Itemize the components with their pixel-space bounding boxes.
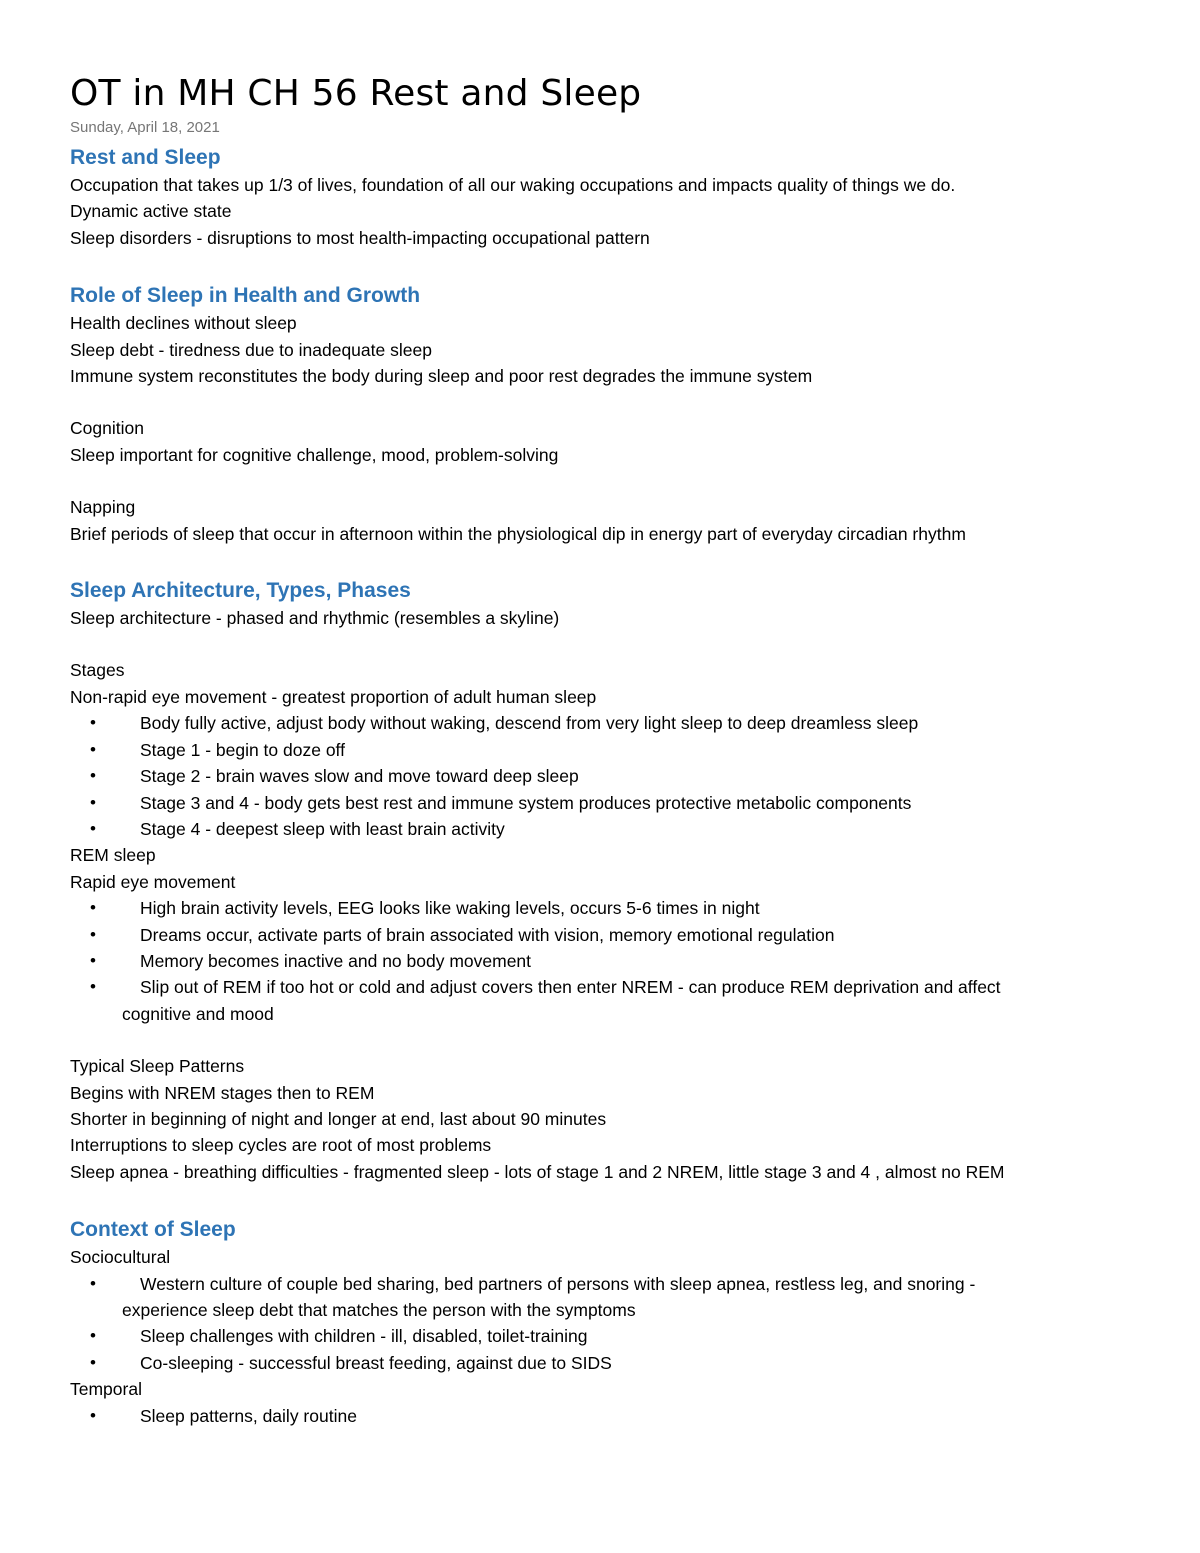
list-item-text: High brain activity levels, EEG looks like waking levels, occurs 5-6 times in night bbox=[140, 898, 760, 919]
text-line: Health declines without sleep bbox=[70, 313, 297, 334]
text-line: Brief periods of sleep that occur in afternoon within the physiological dip in energy part of everyday circadian rhythm bbox=[70, 523, 966, 544]
text-line: Sleep architecture - phased and rhythmic (resembles a skyline) bbox=[70, 608, 560, 629]
list-item-text: Stage 2 - brain waves slow and move toward deep sleep bbox=[140, 766, 579, 787]
text-line: Non-rapid eye movement - greatest proportion of adult human sleep bbox=[70, 686, 597, 707]
subheading-cognition: Cognition bbox=[70, 418, 144, 439]
section-heading: Role of Sleep in Health and Growth bbox=[70, 284, 421, 308]
text-line: Sleep important for cognitive challenge, mood, problem-solving bbox=[70, 444, 559, 465]
list-item bbox=[70, 895, 1150, 921]
bullet-icon: • bbox=[90, 792, 96, 812]
list-item bbox=[70, 1323, 1150, 1349]
spacer bbox=[70, 468, 1150, 494]
text-line: Occupation that takes up 1/3 of lives, foundation of all our waking occupations and impacts quality of things we do. bbox=[70, 175, 956, 195]
text-line: Sleep apnea - breathing difficulties - fragmented sleep - lots of stage 1 and 2 NREM, little stage 3 and 4 , almost no REM bbox=[70, 1161, 1005, 1182]
bullet-icon: • bbox=[90, 898, 96, 918]
section-heading: Context of Sleep bbox=[70, 1218, 236, 1242]
list-item-continuation: experience sleep debt that matches the person with the symptoms bbox=[122, 1300, 636, 1320]
text-line: Sleep disorders - disruptions to most health-impacting occupational pattern bbox=[70, 227, 650, 248]
bullet-icon: • bbox=[90, 1405, 96, 1425]
sociocultural-bullet-list bbox=[70, 1271, 1150, 1377]
list-item-text: Sleep challenges with children - ill, disabled, toilet-training bbox=[140, 1326, 588, 1347]
list-item-text: Dreams occur, activate parts of brain associated with vision, memory emotional regulation bbox=[140, 924, 835, 945]
page-date: Sunday, April 18, 2021 bbox=[70, 119, 220, 136]
list-item bbox=[70, 948, 1150, 974]
list-item-text: Slip out of REM if too hot or cold and adjust covers then enter NREM - can produce REM deprivation and affect bbox=[140, 977, 1001, 998]
text-line: Interruptions to sleep cycles are root of most problems bbox=[70, 1135, 492, 1156]
text-line: Dynamic active state bbox=[70, 201, 232, 222]
list-item bbox=[70, 737, 1150, 763]
subheading-temporal: Temporal bbox=[70, 1379, 142, 1400]
subheading-stages: Stages bbox=[70, 660, 125, 681]
list-item-text: Body fully active, adjust body without waking, descend from very light sleep to deep dreamless sleep bbox=[140, 713, 919, 734]
list-item bbox=[70, 1271, 1150, 1324]
note-page bbox=[70, 72, 1150, 1429]
bullet-icon: • bbox=[90, 1352, 96, 1372]
list-item-text: Sleep patterns, daily routine bbox=[140, 1405, 357, 1426]
bullet-icon: • bbox=[90, 950, 96, 970]
list-item-text: Stage 3 and 4 - body gets best rest and immune system produces protective metabolic components bbox=[140, 792, 912, 813]
section-heading: Sleep Architecture, Types, Phases bbox=[70, 579, 411, 603]
subheading-napping: Napping bbox=[70, 497, 136, 518]
subheading-rem-sleep: REM sleep bbox=[70, 845, 156, 866]
spacer bbox=[70, 631, 1150, 657]
bullet-icon: • bbox=[90, 713, 96, 733]
bullet-icon: • bbox=[90, 1326, 96, 1346]
section-heading: Rest and Sleep bbox=[70, 146, 221, 169]
section-role-of-sleep bbox=[70, 282, 1150, 547]
list-item-text: Stage 4 - deepest sleep with least brain activity bbox=[140, 818, 505, 839]
section-sleep-architecture bbox=[70, 577, 1150, 1185]
text-line: Sleep debt - tiredness due to inadequate sleep bbox=[70, 339, 432, 360]
text-line: Begins with NREM stages then to REM bbox=[70, 1082, 375, 1103]
bullet-icon: • bbox=[90, 1273, 96, 1293]
text-line: Rapid eye movement bbox=[70, 871, 236, 892]
list-item bbox=[70, 816, 1150, 842]
section-rest-and-sleep bbox=[70, 144, 1150, 251]
bullet-icon: • bbox=[90, 739, 96, 759]
list-item bbox=[70, 922, 1150, 948]
list-item-text: Western culture of couple bed sharing, bed partners of persons with sleep apnea, restless leg, and snoring - bbox=[140, 1273, 976, 1294]
list-item bbox=[70, 710, 1150, 736]
bullet-icon: • bbox=[90, 818, 96, 838]
bullet-icon: • bbox=[90, 977, 96, 997]
list-item bbox=[70, 790, 1150, 816]
list-item-text: Co-sleeping - successful breast feeding, against due to SIDS bbox=[140, 1352, 612, 1373]
list-item bbox=[70, 974, 1150, 1027]
rem-bullet-list bbox=[70, 895, 1150, 1027]
list-item bbox=[70, 763, 1150, 789]
nrem-bullet-list bbox=[70, 710, 1150, 842]
list-item bbox=[70, 1350, 1150, 1376]
list-item-continuation: cognitive and mood bbox=[122, 1003, 274, 1024]
list-item-text: Memory becomes inactive and no body movement bbox=[140, 950, 532, 971]
spacer bbox=[70, 1027, 1150, 1053]
spacer bbox=[70, 389, 1150, 415]
bullet-icon: • bbox=[90, 924, 96, 944]
bullet-icon: • bbox=[90, 766, 96, 786]
subheading-sociocultural: Sociocultural bbox=[70, 1247, 171, 1268]
text-line: Immune system reconstitutes the body during sleep and poor rest degrades the immune system bbox=[70, 366, 813, 387]
list-item bbox=[70, 1403, 1150, 1429]
list-item-text: Stage 1 - begin to doze off bbox=[140, 739, 345, 760]
section-context-of-sleep bbox=[70, 1216, 1150, 1429]
subheading-typical-sleep-patterns: Typical Sleep Patterns bbox=[70, 1056, 245, 1077]
page-title: OT in MH CH 56 Rest and Sleep bbox=[70, 73, 642, 114]
text-line: Shorter in beginning of night and longer at end, last about 90 minutes bbox=[70, 1108, 607, 1129]
temporal-bullet-list bbox=[70, 1403, 1150, 1429]
